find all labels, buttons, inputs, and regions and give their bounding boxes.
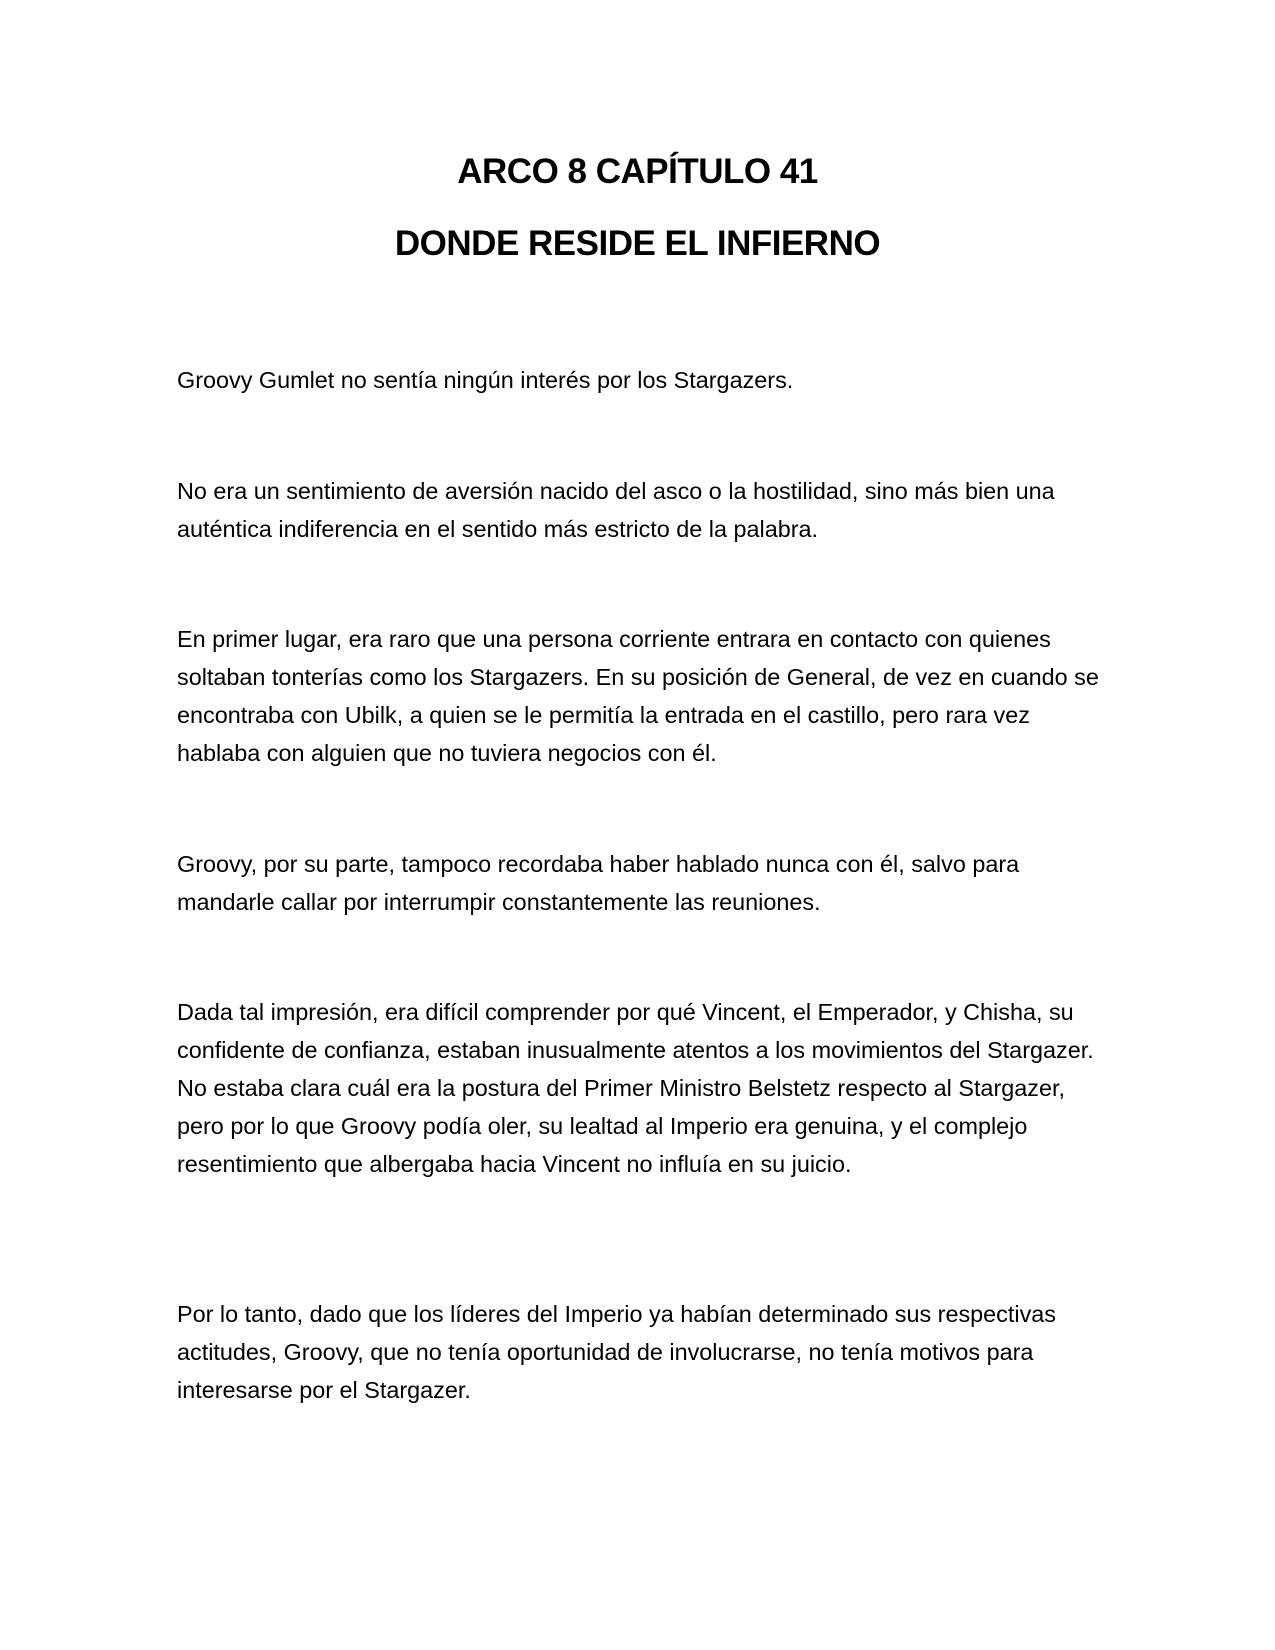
paragraph-1: Groovy Gumlet no sentía ningún interés por los Stargazers. (177, 367, 794, 393)
paragraph-2: No era un sentimiento de aversión nacido del asco o la hostilidad, sino más bien una auténtica indiferencia en el sentido más estricto de la palabra. (177, 478, 1055, 542)
paragraph-3: En primer lugar, era raro que una persona corriente entrara en contacto con quienes soltaban tonterías como los Stargazers. En su posición de General, de vez en cuando se encontraba con Ubilk, a quien se le permitía la entrada en el castillo, pero rara vez hablaba con alguien que no tuviera negocios con él. (177, 626, 1099, 766)
paragraph-5: Dada tal impresión, era difícil comprender por qué Vincent, el Emperador, y Chisha, su confidente de confianza, estaban inusualmente atentos a los movimientos del Stargazer. No estaba clara cuál era la postura del Primer Ministro Belstetz respecto al Stargazer, pero por lo que Groovy podía oler, su lealtad al Imperio era genuina, y el complejo resentimiento que albergaba hacia Vincent no influía en su juicio. (177, 999, 1094, 1177)
chapter-subtitle: DONDE RESIDE EL INFIERNO (394, 224, 881, 263)
chapter-title: ARCO 8 CAPÍTULO 41 (457, 152, 818, 191)
paragraph-4: Groovy, por su parte, tampoco recordaba haber hablado nunca con él, salvo para mandarle callar por interrumpir constantemente las reuniones. (177, 851, 1020, 915)
paragraph-6: Por lo tanto, dado que los líderes del Imperio ya habían determinado sus respectivas actitudes, Groovy, que no tenía oportunidad de involucrarse, no tenía motivos para interesarse por el Stargazer. (177, 1301, 1056, 1403)
